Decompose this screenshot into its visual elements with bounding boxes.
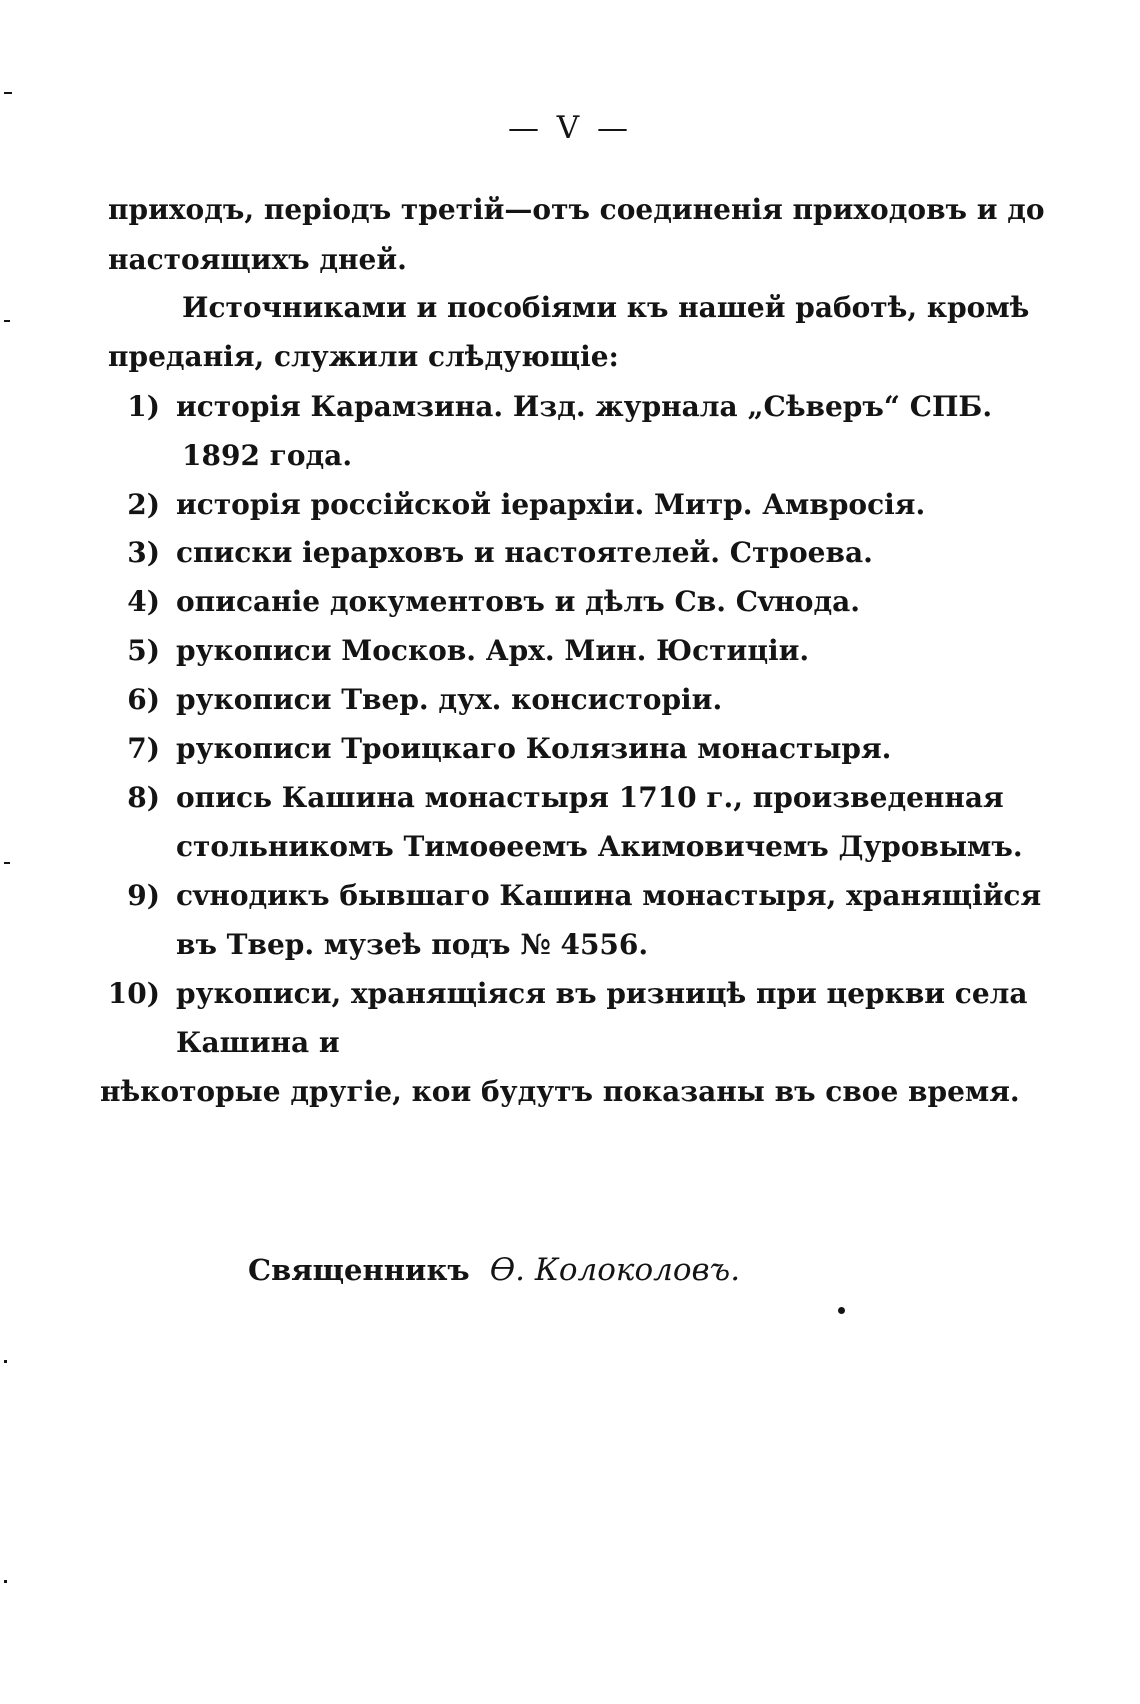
list-item-text: въ Твер. музеѣ подъ № 4556.: [176, 928, 649, 961]
margin-mark: [4, 1580, 7, 1583]
intro-line: преданія, служили слѣдующіе:: [108, 340, 619, 373]
list-item-text: Кашина и: [176, 1026, 340, 1059]
list-item-text: опись Кашина монастыря 1710 г., произведенная: [176, 781, 1004, 814]
list-item-number: 9): [127, 879, 160, 912]
intro-line: Источниками и пособіями къ нашей работѣ, кромѣ: [182, 291, 1030, 324]
list-item-number: 1): [127, 390, 160, 423]
list-item-text: стольникомъ Тимоѳеемъ Акимовичемъ Дуровымъ.: [176, 830, 1023, 863]
margin-mark: [4, 320, 10, 322]
list-item-text: исторія Карамзина. Изд. журнала „Сѣверъ“ СПБ.: [176, 390, 993, 423]
list-item-number: 3): [127, 536, 160, 569]
list-item-number: 4): [127, 585, 160, 618]
margin-mark: [4, 1360, 7, 1363]
list-item-text: 1892 года.: [182, 439, 353, 472]
ink-dot: [838, 1307, 845, 1314]
list-item-number: 6): [127, 683, 160, 716]
list-item-text: рукописи, хранящіяся въ ризницѣ при церкви села: [176, 977, 1028, 1010]
intro-line: приходъ, періодъ третій—отъ соединенія приходовъ и до: [108, 193, 1045, 226]
list-item-number: 8): [127, 781, 160, 814]
signature-name: Ѳ. Колоколовъ.: [489, 1252, 741, 1288]
margin-mark: [4, 92, 12, 94]
list-item-number: 5): [127, 634, 160, 667]
page-number: — V —: [507, 110, 633, 146]
intro-line: настоящихъ дней.: [108, 243, 407, 276]
list-item-text: списки іерарховъ и настоятелей. Строева.: [176, 536, 873, 569]
list-item-text: рукописи Москов. Арх. Мин. Юстиціи.: [176, 634, 810, 667]
list-item-text: сvнодикъ бывшаго Кашина монастыря, хранящійся: [176, 879, 1042, 912]
list-item-number: 7): [127, 732, 160, 765]
list-item-text: описаніе документовъ и дѣлъ Св. Сvнода.: [176, 585, 860, 618]
list-item-text: рукописи Троицкаго Колязина монастыря.: [176, 732, 892, 765]
closing-line: нѣкоторые другіе, кои будутъ показаны въ свое время.: [100, 1075, 1020, 1108]
list-item-text: исторія россійской іерархіи. Митр. Амвросія.: [176, 488, 926, 521]
signature: [248, 1252, 740, 1288]
margin-mark: [4, 862, 10, 864]
signature-title: Священникъ: [248, 1253, 470, 1287]
list-item-text: рукописи Твер. дух. консисторіи.: [176, 683, 723, 716]
list-item-number: 2): [127, 488, 160, 521]
list-item-number: 10): [107, 977, 160, 1010]
